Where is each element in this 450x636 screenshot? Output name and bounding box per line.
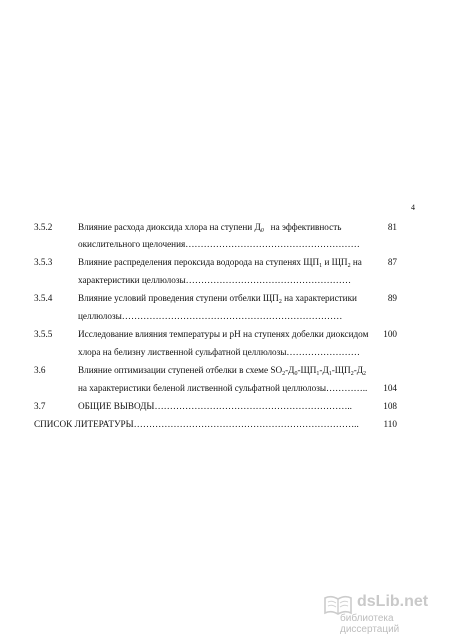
toc-entry-title: Влияние распределения пероксида водорода на ступенях $ЩП_1$ и $ЩП_2$ на bbox=[78, 257, 362, 269]
watermark-subtitle: библиотека диссертаций bbox=[340, 613, 400, 635]
toc-entry-number: 3.5.2 bbox=[34, 222, 53, 232]
toc-entry-title: Влияние условий проведения ступени отбелки $ЩП_2$ на характеристики bbox=[78, 293, 357, 305]
toc-entry-page: 110 bbox=[383, 419, 397, 429]
table-of-contents: 3.5.2 Влияние расхода диоксида хлора на ступени $Д_0$ на эффективность 81 окислительного щелочения………………………………………………… 3.5.3 Влияние распределения пероксида водорода на ступенях $ЩП_1$ и $ЩП_2$ на 87 характеристики целлюлозы……………………………………………… 3.5.4 Влияние условий проведения ступени отбелки $ЩП_2$ на характеристики 89 целлюлозы……………………………………………………………… 3.5.5 Исследование влияния температуры и pH на ступенях добелки диоксидом 100 хлора на белизну лиственной сульфатной целлюлозы…………………… 3.6 Влияние оптимизации ступеней отбелки в схеме $SO_2-Д_0-ЩП_1-Д_1-ЩП_2-Д_2$ на характеристики беленой лиственной сульфатной целлюлозы………….. 104 3.7 ОБЩИЕ ВЫВОДЫ……………………………………………………….. 108 СПИСОК ЛИТЕРАТУРЫ……………………………………………………………….. 110 bbox=[34, 222, 397, 429]
toc-entry-continuation: характеристики целлюлозы……………………………………………… bbox=[78, 275, 352, 285]
toc-entry-page: 104 bbox=[383, 383, 397, 393]
toc-entry-number: 3.5.3 bbox=[34, 257, 53, 267]
toc-entry-title: Исследование влияния температуры и pH на ступенях добелки диоксидом bbox=[78, 329, 369, 339]
toc-entry-number: 3.5.4 bbox=[34, 293, 53, 303]
toc-entry-title: СПИСОК ЛИТЕРАТУРЫ……………………………………………………………….. bbox=[34, 419, 359, 429]
toc-entry-title: Влияние оптимизации ступеней отбелки в схеме $SO_2-Д_0-ЩП_1-Д_1-ЩП_2-Д_2$ bbox=[78, 365, 367, 377]
toc-entry-title: Влияние расхода диоксида хлора на ступени $Д_0$ на эффективность bbox=[78, 222, 342, 234]
toc-entry-page: 100 bbox=[383, 329, 397, 339]
watermark-brand: dsLib.net bbox=[357, 593, 429, 610]
toc-entry-number: 3.6 bbox=[34, 365, 46, 375]
toc-entry-continuation: целлюлозы……………………………………………………………… bbox=[78, 311, 343, 321]
toc-entry-number: 3.7 bbox=[34, 401, 46, 411]
page-number: 4 bbox=[411, 203, 415, 212]
toc-entry-page: 89 bbox=[387, 293, 397, 303]
toc-entry-title: ОБЩИЕ ВЫВОДЫ……………………………………………………….. bbox=[78, 401, 352, 411]
toc-entry-page: 87 bbox=[387, 257, 397, 267]
toc-entry-number: 3.5.5 bbox=[34, 329, 53, 339]
toc-entry-page: 108 bbox=[383, 401, 397, 411]
toc-entry-page: 81 bbox=[387, 222, 397, 232]
toc-entry-continuation: окислительного щелочения………………………………………………… bbox=[78, 239, 360, 249]
toc-entry-continuation: хлора на белизну лиственной сульфатной целлюлозы…………………… bbox=[78, 347, 360, 357]
